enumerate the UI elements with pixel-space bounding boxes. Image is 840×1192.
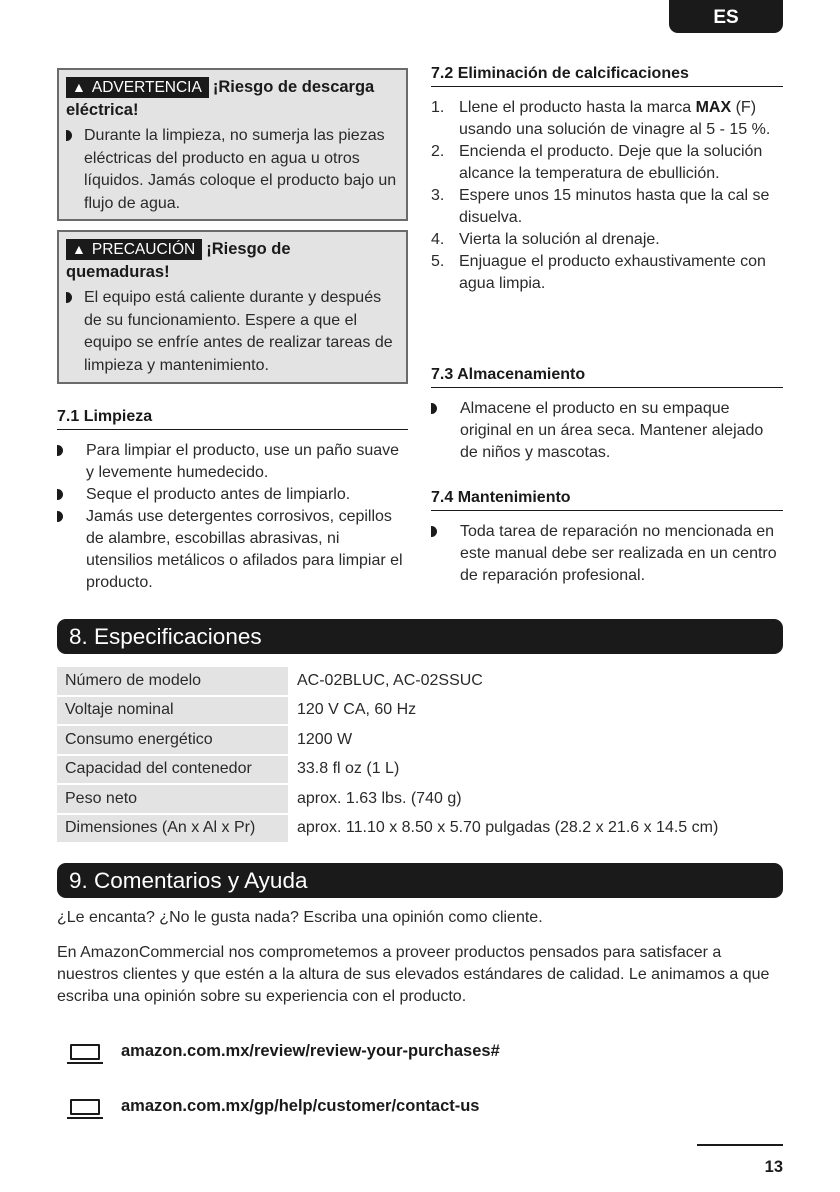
cleaning-list (57, 440, 408, 594)
section-heading-maintenance: 7.4 Mantenimiento (431, 489, 783, 511)
section-heading-cleaning: 7.1 Limpieza (57, 408, 408, 430)
spec-key: Dimensiones (An x Al x Pr) (57, 815, 288, 843)
warning-badge: ▲ ADVERTENCIA (66, 77, 209, 98)
caution-title: ¡Riesgo de quemaduras! (66, 240, 291, 281)
list-item: Seque el producto antes de limpiarlo. (57, 484, 408, 506)
list-item: Para limpiar el producto, use un paño suave y levemente humedecido. (57, 440, 408, 484)
warning-triangle-icon: ▲ (72, 79, 86, 95)
table-row (57, 815, 783, 843)
feedback-body: En AmazonCommercial nos comprometemos a proveer productos pensados para satisfacer a nuestros clientes y que estén a la altura de sus elevados estándares de calidad. Le animamos a que escriba una opinión sobre su experiencia con el producto. (57, 944, 770, 1005)
table-row (57, 756, 783, 784)
bullet-icon (431, 403, 437, 414)
specs-heading: 8. Especificaciones (57, 619, 783, 654)
bullet-icon (66, 130, 72, 141)
section-heading-storage: 7.3 Almacenamiento (431, 366, 783, 388)
warning-triangle-icon: ▲ (72, 241, 86, 257)
review-link-url[interactable]: amazon.com.mx/review/review-your-purchases# (121, 1042, 500, 1060)
caution-text: El equipo está caliente durante y después de su funcionamiento. Espere a que el equipo se enfríe antes de realizar tareas de limpieza y mantenimiento. (66, 287, 398, 377)
spec-value: AC-02BLUC, AC-02SSUC (297, 671, 483, 689)
spec-value: 33.8 fl oz (1 L) (297, 760, 400, 778)
spec-value: 1200 W (297, 730, 353, 748)
feedback-heading: 9. Comentarios y Ayuda (57, 863, 783, 898)
spec-value: 120 V CA, 60 Hz (297, 701, 417, 719)
language-tab: ES (669, 0, 783, 33)
table-row (57, 726, 783, 754)
bullet-icon (57, 489, 63, 500)
bullet-icon (431, 526, 437, 537)
bullet-icon (57, 445, 63, 456)
caution-badge: ▲ PRECAUCIÓN (66, 239, 202, 260)
feedback-intro: ¿Le encanta? ¿No le gusta nada? Escriba una opinión como cliente. (57, 909, 543, 926)
list-item: Toda tarea de reparación no mencionada en este manual debe ser realizada en un centro de reparación profesional. (431, 521, 783, 587)
caution-heading (66, 238, 398, 284)
spec-key: Número de modelo (57, 667, 288, 695)
spec-key: Consumo energético (57, 726, 288, 754)
page-number: 13 (764, 1158, 783, 1176)
descaling-list (431, 97, 783, 295)
list-item: 4. Vierta la solución al drenaje. (431, 231, 660, 248)
contact-link-url[interactable]: amazon.com.mx/gp/help/customer/contact-us (121, 1097, 480, 1115)
table-row (57, 667, 783, 695)
page-number-rule (697, 1144, 783, 1146)
list-item: Jamás use detergentes corrosivos, cepillos de alambre, escobillas abrasivas, ni utensilios metálicos o afilados para limpiar el producto. (57, 506, 408, 594)
bullet-icon (66, 292, 72, 303)
maintenance-list (431, 521, 783, 587)
list-item: 2. Encienda el producto. Deje que la solución alcance la temperatura de ebullición. (431, 143, 763, 182)
list-item: 5. Enjuague el producto exhaustivamente con agua limpia. (431, 253, 766, 292)
bullet-icon (57, 511, 63, 522)
spec-value: aprox. 1.63 lbs. (740 g) (297, 789, 462, 807)
warning-box (57, 68, 408, 221)
spec-key: Voltaje nominal (57, 697, 288, 725)
list-item: 3. Espere unos 15 minutos hasta que la cal se disuelva. (431, 187, 770, 226)
table-row (57, 785, 783, 813)
specs-table (57, 665, 783, 844)
list-item: Almacene el producto en su empaque original en un área seca. Mantener alejado de niños y mascotas. (431, 398, 783, 464)
table-row (57, 697, 783, 725)
storage-list (431, 398, 783, 464)
warning-text: Durante la limpieza, no sumerja las piezas eléctricas del producto en agua u otros líquidos. Jamás coloque el producto bajo un flujo de agua. (66, 125, 398, 215)
spec-key: Capacidad del contenedor (57, 756, 288, 784)
laptop-icon (70, 1099, 100, 1115)
list-item: 1. Llene el producto hasta la marca MAX (F) usando una solución de vinagre al 5 - 15 %. (431, 99, 771, 138)
spec-key: Peso neto (57, 785, 288, 813)
caution-box (57, 230, 408, 384)
laptop-icon (70, 1044, 100, 1060)
warning-title: ¡Riesgo de descarga eléctrica! (66, 78, 375, 119)
warning-heading (66, 76, 398, 122)
spec-value: aprox. 11.10 x 8.50 x 5.70 pulgadas (28.2 x 21.6 x 14.5 cm) (297, 819, 719, 837)
section-heading-descaling: 7.2 Eliminación de calcificaciones (431, 65, 783, 87)
